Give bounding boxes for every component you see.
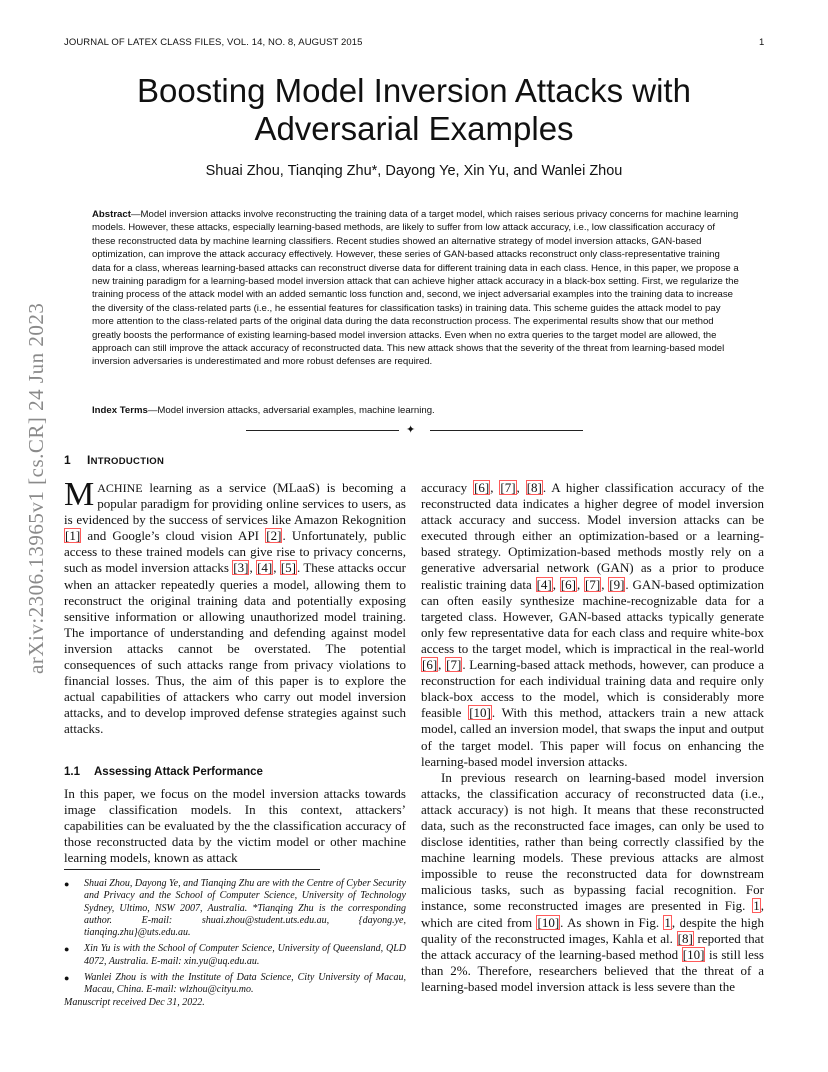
text-run: accuracy [421,480,474,495]
text-run: , [552,576,560,592]
abstract [92,208,740,369]
text-run: . These attacks occur when an attacker repeatedly queries a model, allowing them to reconstruct the original training data and potentially exposing sensitive information or allowing unauthorized model training. The importance of understanding and defending against model inversion attacks cannot be overstated. The potential consequences of such attacks range from privacy violations to financial losses. Thus, the aim of this paper is to explore the actual capabilities of attackers who carry out model inversion attacks, and to develop improved defense strategies against such attacks. [64,560,407,737]
subsection-title: Assessing Attack Performance [94,766,263,778]
abstract-label: Abstract [92,209,131,220]
section-number: 1 [64,453,71,467]
citation-link[interactable]: [6] [474,480,490,495]
citation-link[interactable]: [10] [537,914,560,930]
text-run: . With this method, attackers train a new attack model, called an inversion model, that swaps the input and output of the target model. This paper will focus on enhancing the learning-based model inversion attacks. [421,705,765,769]
manuscript-note: Manuscript received Dec 31, 2022. [64,997,205,1008]
text-run: . As shown in Fig. [560,914,664,930]
text-run: , which are cited from [421,898,764,930]
citation-link[interactable]: [10] [469,705,491,721]
section-title-initial: I [86,453,91,467]
left-column-subsection [64,786,406,866]
subsection-paragraph: In this paper, we focus on the model inversion attacks towards image classification models. In this context, attackers’ capabilities can be evaluated by the the classification accuracy of those reconstructed data by the victim model or other machine learning models, known as attack [64,786,406,866]
arxiv-identifier-stamp: arXiv:2306.13965v1 [cs.CR] 24 Jun 2023 [24,302,48,674]
citation-link[interactable]: [10] [682,946,705,962]
text-run: . Learning-based attack methods, however, can produce a reconstruction for each individual training data and require only black-box access to the model, which is considerably more feasible [421,657,765,721]
citation-link[interactable]: [8] [526,480,542,495]
page-number: 1 [759,37,765,48]
index-terms-label: Index Terms [92,405,148,416]
citation-link[interactable]: [1] [65,528,81,544]
citation-link[interactable]: [7] [500,480,516,495]
bullet-icon: ● [64,944,70,955]
citation-link[interactable]: [8] [677,930,693,946]
text-run: . GAN-based optimization can often easily synthesize machine-recognizable data for a targeted class. However, GAN-based attacks typically generate only few representative data for each class and require white-box access to the target model, which is impractical in the real-world [421,576,765,656]
text-run: . A higher classification accuracy of the reconstructed data indicates a higher degree of model inversion attack accuracy and success. Model inversion attacks can be executed through either an optimization-based or a learning-based strategy. Optimization-based methods mostly rely on a generative adversarial network (GAN) as a prior to produce realistic training data [421,480,765,592]
separator-diamond-icon: ✦ [406,424,416,436]
left-column-intro [64,476,407,738]
right-paragraph-2 [421,770,764,995]
text-run: In previous research on learning-based model inversion attacks, the classification accuracy of reconstructed data (i.e., attack accuracy) is not high. It means that these reconstructed data, such as the reconstructed face images, can only be used to disclose identities, rather than being correctly classified by the machine learning models. These previous attacks are almost impossible to reuse the reconstructed data for downstream malicious tasks, such as bypassing facial recognition. For instance, some reconstructed images are presented in Fig. [421,769,764,914]
separator-line-left [246,430,399,431]
paper-title [64,72,764,148]
text-run: , [490,480,500,495]
citation-link[interactable]: [4] [536,576,552,592]
abstract-text: —Model inversion attacks involve reconstructing the training data of a target model, which raises serious privacy concerns for machine learning models. However, these attacks, especially learning-based methods, are likely to suffer from low attack accuracy, i.e., low classification accuracy of these reconstructed data by machine learning classifiers. Recent studies showed an alternative strategy of model inversion attacks, GAN-based optimization, can improve the attack accuracy effectively. However, these series of GAN-based attacks reconstruct only class-representative training data for a class, whereas learning-based attacks can reconstruct diverse data for different training data in each class. Hence, in this paper, we propose a new training paradigm for a learning-based model inversion attack that can achieve higher attack accuracy in a black-box setting. First, we regularize the training process of the attack model with an added semantic loss function and, second, we inject adversarial examples into the training data to increase the diversity of the class-related parts (i.e., he essential features for classification tasks) in training data. This scheme guides the attack model to pay more attention to the class-related parts of the original data during the data reconstruction process. The experimental results show that our method greatly boosts the performance of existing learning-based model inversion attacks. Even when no extra queries to the target model are allowed, the approach can still improve the attack accuracy of reconstructed data. This new attack shows that the severity of the threat from learning-based model inversion adversaries is underestimated and more robust defenses are required. [92,209,739,368]
figure-link[interactable]: 1 [753,898,760,914]
right-column [421,480,764,995]
citation-link[interactable]: [6] [560,576,576,592]
figure-link[interactable]: 1 [664,914,671,930]
text-run: , [576,576,585,592]
author-list: Shuai Zhou, Tianqing Zhu*, Dayong Ye, Xin Yu, and Wanlei Zhou [205,163,623,179]
text-run: and Google’s cloud vision API [81,528,266,544]
text-run: . Unfortunately, public access to these trained models can give rise to privacy concerns, such as model inversion attacks [64,528,407,576]
bullet-icon: ● [64,879,70,889]
citation-link[interactable]: [6] [422,657,438,673]
text-run: , [249,560,257,576]
text-run: , [516,480,526,495]
subsection-number: 1.1 [64,766,80,778]
footnote-item [64,972,406,997]
footnote-rule [64,869,320,870]
footnote-text: Xin Yu is with the School of Computer Science, University of Queensland, QLD 4072, Australia. E-mail: xin.yu@uq.edu.au. [84,943,406,967]
citation-link[interactable]: [3] [233,560,249,576]
citation-link[interactable]: [9] [609,576,625,592]
intro-paragraph [64,476,407,738]
separator-line-right [430,430,583,431]
footnote-item [64,878,406,939]
text-run: is still less than 2%. Therefore, researchers believed that the threat of a learning-based model inversion attack is less severe than the [421,946,764,994]
drop-cap: M [64,476,95,513]
text-run: , [438,657,446,673]
text-run: reported that the attack accuracy of the learning-based method [421,930,764,962]
paper-title-line-2: Adversarial Examples [254,110,574,147]
index-terms [92,404,740,417]
citation-link[interactable]: [4] [257,560,273,576]
section-heading-introduction [64,453,164,467]
citation-link[interactable]: [5] [280,560,296,576]
citation-link[interactable]: [7] [585,576,601,592]
footnote-text: Wanlei Zhou is with the Institute of Data Science, City University of Macau, Macau, China. E-mail: wlzhou@cityu.mo. [84,972,406,996]
text-run: , despite the high quality of the reconstructed images, Kahla et al. [421,914,764,946]
running-header: JOURNAL OF LATEX CLASS FILES, VOL. 14, NO. 8, AUGUST 2015 [64,37,363,48]
text-run: learning as a service (MLaaS) is becoming a popular paradigm for providing online services to users, as is evidenced by the success of services like Amazon Rekognition [64,480,406,528]
citation-link[interactable]: [7] [446,657,462,673]
smallcaps-word: ACHINE [97,481,143,495]
index-terms-text: —Model inversion attacks, adversarial examples, machine learning. [147,405,435,416]
text-run: , [273,560,280,576]
footnote-item [64,943,406,968]
bullet-icon: ● [64,973,70,984]
subsection-heading [64,766,263,778]
paper-title-line-1: Boosting Model Inversion Attacks with [137,72,691,109]
right-paragraph-1 [421,480,764,770]
footnote-text: Shuai Zhou, Dayong Ye, and Tianqing Zhu are with the Centre of Cyber Security and Privacy and the School of Computer Science, University of Technology Sydney, Ultimo, NSW 2007, Australia. *Tianqing Zhu is the corresponding author. E-mail: shuai.zhou@student.uts.edu.au, {dayong.ye, tianqing.zhu}@uts.edu.au. [84,878,406,939]
footnotes [64,878,406,1001]
citation-link[interactable]: [2] [266,528,282,544]
section-title-rest: NTRODUCTION [90,456,165,467]
text-run: , [601,576,609,592]
